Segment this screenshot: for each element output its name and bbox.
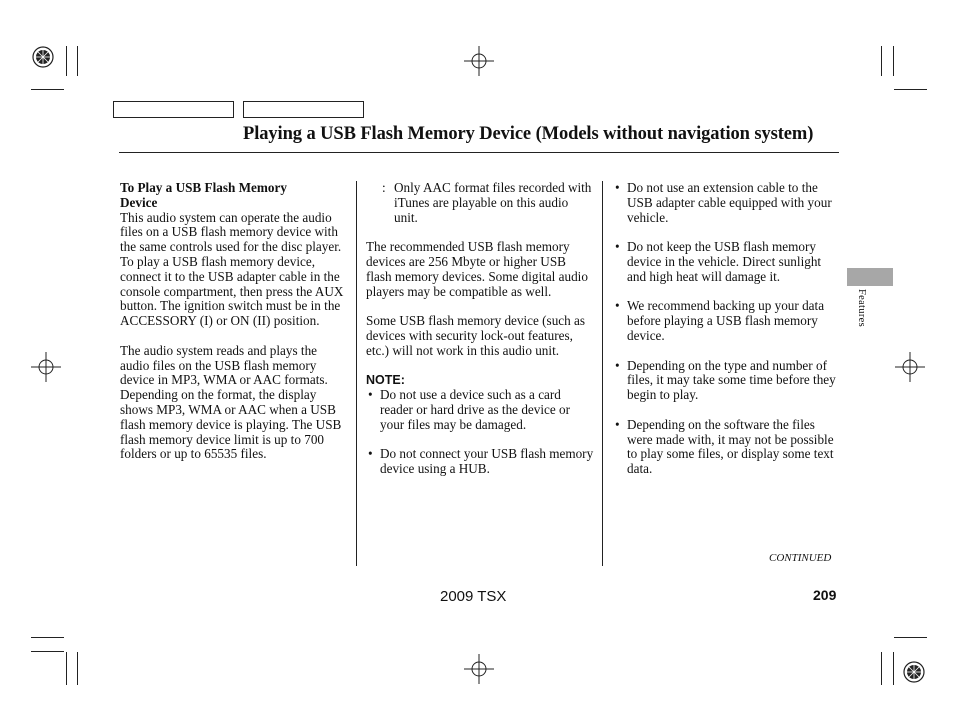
column-3 — [613, 181, 839, 492]
list-item: • We recommend backing up your data before playing a USB flash memory device. — [613, 299, 839, 343]
registration-wheel-icon — [32, 46, 54, 68]
section-label: Features — [856, 289, 867, 327]
column-1 — [120, 181, 346, 477]
precaution-list — [613, 181, 839, 477]
crop-mark — [893, 652, 894, 685]
note-label: NOTE: — [366, 373, 405, 388]
crop-mark — [66, 46, 67, 76]
column-divider — [356, 181, 357, 566]
section-heading-cont: Device — [120, 194, 158, 210]
model-label: 2009 TSX — [440, 588, 507, 605]
title-underline — [119, 152, 839, 153]
crop-mark — [894, 89, 927, 90]
section-tab — [847, 268, 893, 286]
formats-paragraph: The audio system reads and plays the audio files on the USB flash memory device in MP3, WMA or AAC formats. Depending on the format, the display shows MP3, WMA or AAC when a USB flash memory device is playing. The USB flash memory device limit is up to 700 folders or up to 65535 files. — [120, 342, 342, 462]
column-2 — [366, 181, 594, 492]
list-item: • Do not use a device such as a card reader or hard drive as the device or your files may be damaged. — [366, 388, 594, 432]
aac-note — [366, 181, 594, 225]
page-title: Playing a USB Flash Memory Device (Models without navigation system) — [243, 124, 814, 144]
crop-mark — [894, 637, 927, 638]
recommended-paragraph: The recommended USB flash memory devices are 256 Mbyte or higher USB flash memory devices. Some digital audio players may be compatible as well. — [366, 239, 588, 299]
security-paragraph: Some USB flash memory device (such as devices with security lock-out features, etc.) will not work in this audio unit. — [366, 313, 586, 358]
crop-mark — [66, 652, 67, 685]
crosshair-icon — [464, 46, 494, 76]
note-list — [366, 388, 594, 477]
registration-wheel-icon — [903, 661, 925, 683]
colon-mark: : — [382, 180, 386, 195]
column-divider — [602, 181, 603, 566]
list-item: • Do not keep the USB flash memory device in the vehicle. Direct sunlight and high heat will damage it. — [613, 240, 839, 284]
list-item: • Depending on the type and number of files, it may take some time before they begin to play. — [613, 359, 839, 403]
page-number: 209 — [813, 587, 837, 603]
crop-mark — [77, 46, 78, 76]
crop-mark — [77, 652, 78, 685]
list-item: • Do not connect your USB flash memory device using a HUB. — [366, 447, 594, 477]
intro-paragraph: This audio system can operate the audio files on a USB flash memory device with the same controls used for the disc player. To play a USB flash memory device, connect it to the USB adapter cable in the console compartment, then press the AUX button. The ignition switch must be in the ACCESSORY (I) or ON (II) position. — [120, 209, 344, 329]
list-item: • Do not use an extension cable to the USB adapter cable equipped with your vehicle. — [613, 181, 839, 225]
list-item: • Depending on the software the files were made with, it may not be possible to play some files, or display some text data. — [613, 418, 839, 477]
crosshair-icon — [464, 654, 494, 684]
crop-mark — [893, 46, 894, 76]
header-tab-box — [243, 101, 364, 118]
header-tab-box — [113, 101, 234, 118]
crop-mark — [881, 46, 882, 76]
crop-mark — [31, 637, 64, 638]
crosshair-icon — [895, 352, 925, 382]
crop-mark — [881, 652, 882, 685]
crop-mark — [31, 89, 64, 90]
aac-note-text: Only AAC format files recorded with iTunes are playable on this audio unit. — [394, 180, 592, 225]
continued-label: CONTINUED — [769, 552, 832, 564]
section-heading: To Play a USB Flash Memory — [120, 180, 287, 195]
crosshair-icon — [31, 352, 61, 382]
crop-mark — [31, 651, 64, 652]
